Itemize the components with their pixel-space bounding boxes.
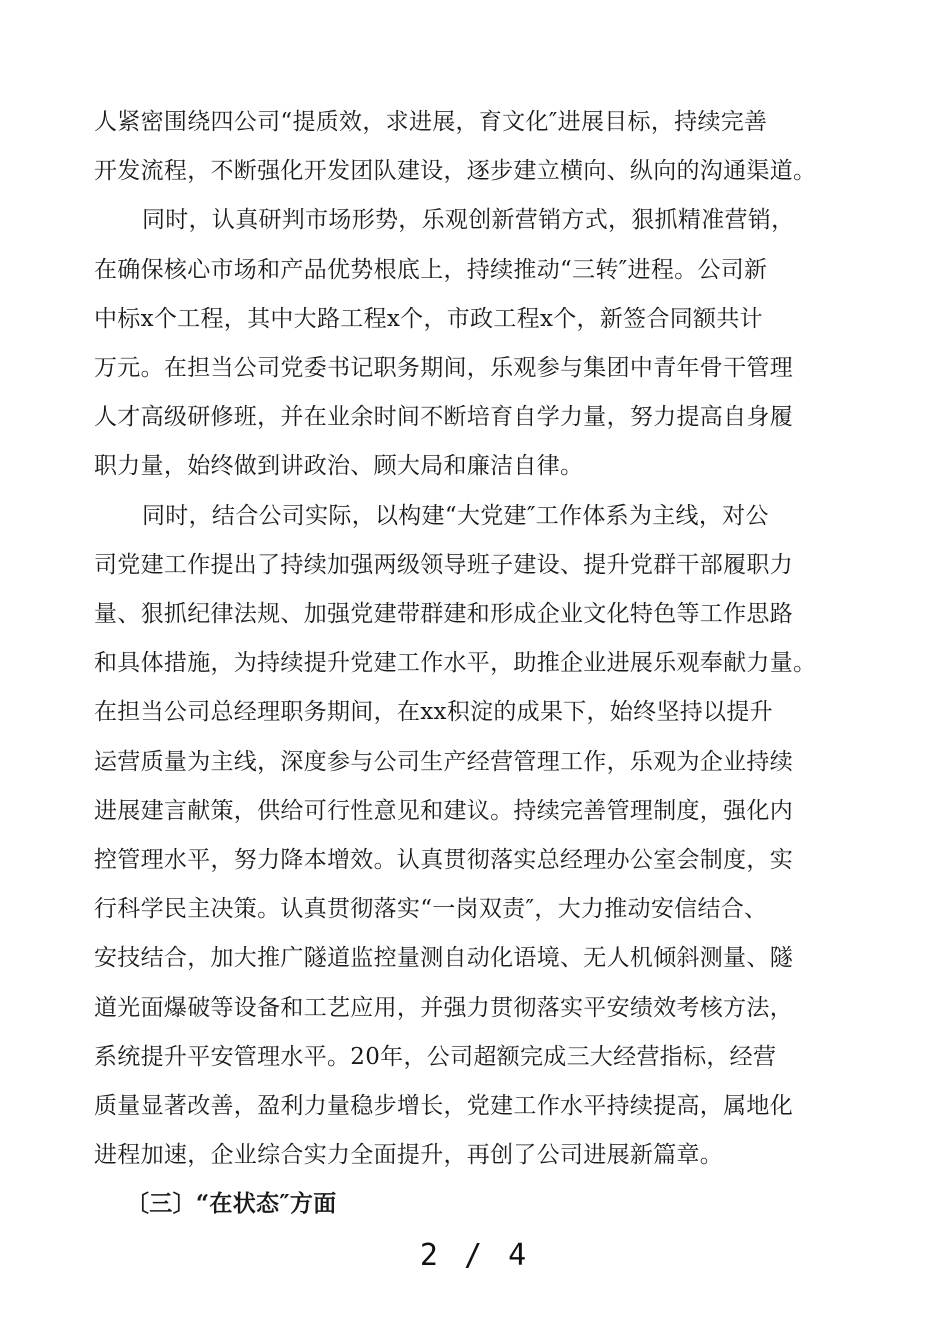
paragraph-line: 安技结合，加大推广隧道监控量测自动化语境、无人机倾斜测量、隧 — [94, 945, 793, 971]
paragraph-line: 司党建工作提出了持续加强两级领导班子建设、提升党群干部履职力 — [94, 552, 793, 578]
paragraph-line: 同时，认真研判市场形势，乐观创新营销方式，狠抓精准营销， — [142, 207, 795, 233]
paragraph-line: 和具体措施，为持续提升党建工作水平，助推企业进展乐观奉献力量。 — [94, 650, 817, 676]
paragraph-line: 同时，结合公司实际，以构建“大党建″工作体系为主线，对公 — [142, 503, 769, 529]
paragraph-line: 开发流程，不断强化开发团队建设，逐步建立横向、纵向的沟通渠道。 — [94, 158, 817, 184]
paragraph-line: 人才高级研修班，并在业余时间不断培育自学力量，努力提高自身履 — [94, 404, 793, 430]
paragraph-line: 质量显著改善，盈利力量稳步增长，党建工作水平持续提高，属地化 — [94, 1093, 793, 1119]
paragraph-line: 职力量，始终做到讲政治、顾大局和廉洁自律。 — [94, 453, 584, 479]
paragraph-line: 量、狠抓纪律法规、加强党建带群建和形成企业文化特色等工作思路 — [94, 601, 793, 627]
paragraph-line: 在确保核心市场和产品优势根底上，持续推动“三转″进程。公司新 — [94, 257, 768, 283]
paragraph-line: 进程加速，企业综合实力全面提升，再创了公司进展新篇章。 — [94, 1142, 724, 1168]
paragraph-line: 系统提升平安管理水平。20年，公司超额完成三大经营指标，经营 — [94, 1044, 777, 1070]
paragraph-line: 中标x个工程，其中大路工程x个，市政工程x个，新签合同额共计 — [94, 306, 763, 332]
paragraph-line: 人紧密围绕四公司“提质效，求进展，育文化″进展目标，持续完善 — [94, 109, 768, 135]
section-heading: 〔三〕“在状态″方面 — [126, 1190, 337, 1217]
paragraph-line: 道光面爆破等设备和工艺应用，并强力贯彻落实平安绩效考核方法， — [94, 995, 793, 1021]
paragraph-line: 进展建言献策，供给可行性意见和建议。持续完善管理制度，强化内 — [94, 798, 793, 824]
paragraph-line: 在担当公司总经理职务期间，在xx积淀的成果下，始终坚持以提升 — [94, 699, 773, 725]
paragraph-line: 万元。在担当公司党委书记职务期间，乐观参与集团中青年骨干管理 — [94, 355, 793, 381]
page-number: 2 / 4 — [419, 1238, 531, 1273]
paragraph-line: 控管理水平，努力降本增效。认真贯彻落实总经理办公室会制度，实 — [94, 847, 793, 873]
paragraph-line: 运营质量为主线，深度参与公司生产经营管理工作，乐观为企业持续 — [94, 749, 793, 775]
paragraph-line: 行科学民主决策。认真贯彻落实“一岗双责″，大力推动安信结合、 — [94, 896, 768, 922]
